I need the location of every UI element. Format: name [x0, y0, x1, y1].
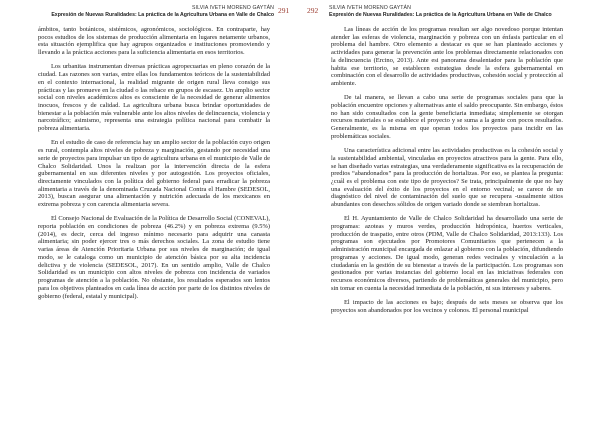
page-number: 292 — [307, 6, 319, 15]
paragraph: Los urbanitas instrumentan diversas prácticas agropecuarias en pleno corazón de la ciudad. Las razones son varias, entre ellas los fundamentos teóricos de la sustentabilidad en el contexto internacional, la realidad migrante de origen rural lleva consigo sus prácticas y las pronueve en la ciudad o las rehace en grupos de escasez. Un amplio sector social con niveles académicos altos es consciente de la necesidad de generar alimentos inocuos, frescos y de calidad. La agricultura urbana busca brindar oportunidades de bienestar a la población más vulnerable ante los altos niveles de delincuencia, violencia y narcotráfico; asimismo, representa una estrategia política nacional para combatir la pobreza alimentaria. — [38, 63, 270, 133]
paragraph: Una característica adicional entre las actividades productivas es la cohesión social y la sustentabilidad ambiental, vinculadas en proyectos atractivos para la gente. Para ello, se han diseñado varias estrategias, una verdaderamente significativa es la recuperación de predios “abandonados” para la producción de hortalizas. Por eso, se plantea la pregunta: ¿cuál es el problema con este tipo de proyectos? Se trata, principalmente de que no hay una evaluación del éxito de los proyectos en el entorno vecinal; se carece de un diagnóstico del nivel de contaminación del suelo que se recupera -usualmente sitios abundantes con desechos sólidos de origen variado donde se siembran hortalizas. — [331, 147, 563, 209]
paragraph: De tal manera, se llevan a cabo una serie de programas sociales para que la población encuentre opciones y alternativas ante el saldo preocupante. Sin embargo, éstos no han sido consultados con la gente beneficiaria inmediata; simplemente se otorgan recursos materiales o se establece el proyecto y se suma a la gente con pocos resultados. Generalmente, es la misma en que operan todos los proyectos para incidir en las problemáticas sociales. — [331, 94, 563, 140]
page-number: 291 — [278, 6, 290, 15]
paragraph: El impacto de las acciones es bajo; después de seis meses se observa que los proyectos son abandonados por los vecinos y colonos. El personal municipal — [331, 299, 563, 314]
body-text — [38, 26, 270, 307]
body-text — [331, 26, 563, 321]
paragraph: ámbitos, tanto botánicos, sistémicos, agronómicos, sociológicos. En contraparte, hay pocos estudios de los sistemas de producción alimentaria en lugares netamente urbanos, esta situación ejemplifica que hay agrupos organizados e instituciones promoviendo y llevando a la práctica acciones para la suficiencia alimentaria en esos territorios. — [38, 26, 270, 57]
right-page — [300, 0, 600, 440]
header-title: Expresión de Nuevas Ruralidades: La práctica de la Agricultura Urbana en Valle de Chalco — [51, 12, 274, 18]
paragraph: El Consejo Nacional de Evaluación de la Política de Desarrollo Social (CONEVAL), reporta población en condiciones de pobreza (46.2%) y en pobreza extrema (9.5%) (2014), es decir, cerca del ingreso mínimo necesario para adquirir una canasta alimentaria; sin poder ejercer tres o más derechos sociales. La zona de estudio tiene varias áreas de Atención Prioritaria Urbana por sus niveles de marginación; de igual modo, se le cataloga como un municipio de atención básica por su alta incidencia delictiva y de violencia (SEDESOL, 2017). En un sentido amplio, Valle de Chalco Solidaridad es un municipio con altos niveles de pobreza con incidencia de variados programas de atención a la población. No obstante, los resultados esperados son lentos para los objetivos planteados en cada línea de acción por parte de los distintos niveles de gobierno (federal, estatal y municipal). — [38, 215, 270, 300]
paragraph: En el estudio de caso de referencia hay un amplio sector de la población cuyo origen es rural, contempla altos niveles de pobreza y marginación, gestando por necesidad una serie de proyectos para impulsar un tipo de agricultura urbana en el municipio de Valle de Chalco Solidaridad. Unos la realizan por la intervención directa de la esfera gubernamental en sus diferentes niveles y por autogestión. Los proyectos oficiales, directamente vinculados con la política del gobierno federal para erradicar la pobreza alimentaria a través de la denominada Cruzada Nacional Contra el Hambre (SEDESOL, 2013), buscan asegurar una alimentación y nutrición adecuada de los mexicanos en extrema pobreza y con carencia alimentaria severa. — [38, 139, 270, 209]
header-author: SILVIA IVETH MORENO GAYTÁN — [192, 5, 274, 11]
running-header — [329, 5, 569, 19]
paragraph: El H. Ayuntamiento de Valle de Chalco Solidaridad ha desarrollado una serie de programas: azoteas y muros verdes, producción hidropónica, huertos verticales, producción de traspatio, entre otros (PDM, Valle de Chalco Solidaridad, 2013:133). Los programas son ejecutados por Promotores Comunitarios que pertenecen a la administración municipal encargada de enlazar al gobierno con la población, difundiendo programas y acciones. De igual modo, generan redes vecinales y vinculación a la ciudadanía en la gestión de su bienestar a través de la participación. Los programas son gestionados por varias instancias del gobierno local en las iniciativas federales con recursos económicos diversos, partiendo de problemáticas generales del municipio, pero sin tomar en cuenta la necesidad inmediata de la población, ni sus intereses y saberes. — [331, 215, 563, 292]
running-header — [34, 5, 274, 19]
header-author: SILVIA IVETH MORENO GAYTÁN — [329, 5, 411, 11]
header-title: Expresión de Nuevas Ruralidades: La práctica de la Agricultura Urbana en Valle de Chalco — [329, 12, 552, 18]
paragraph: Las líneas de acción de los programas resultan ser algo novedoso porque intentan atender las esferas de violencia, marginación y pobreza con un énfasis particular en el problema del hambre. Otro elemento a destacar es que se han planteado acciones y actividades para generar la prevención ante los problemas directamente relacionados con la delincuencia (Ercino, 2013). Ante esi panorama desalentador para la población que habita ese territorio, se establecen estrategias desde la esfera gubernamental en combinación con el desarrollo de actividades productivas, cohesión social y protección al ambiente. — [331, 26, 563, 88]
